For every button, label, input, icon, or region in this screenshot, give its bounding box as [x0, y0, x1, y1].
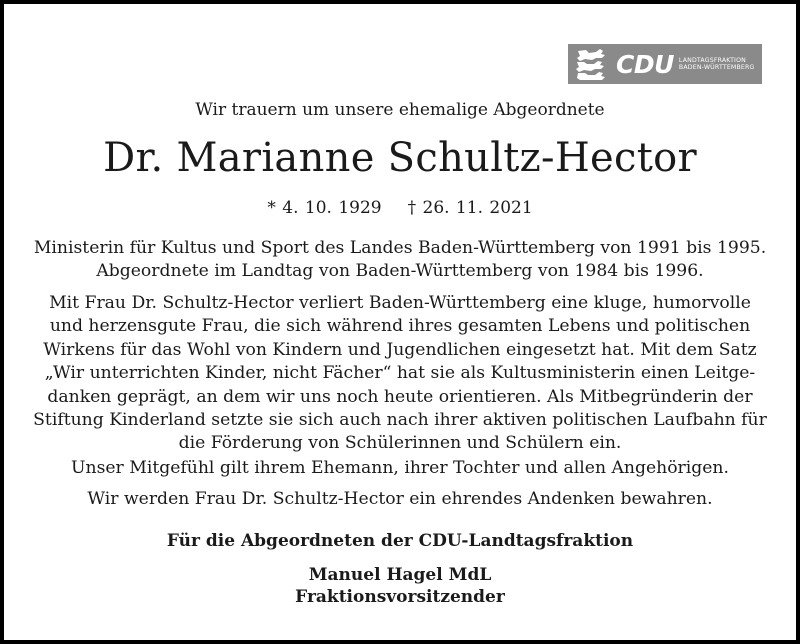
logo-background	[568, 44, 762, 84]
intro-line: Wir trauern um unsere ehemalige Abgeordnete	[195, 100, 605, 120]
logo-subtitle-line1: LANDTAGSFRAKTION	[678, 57, 746, 64]
deceased-name: Dr. Marianne Schultz-Hector	[103, 135, 697, 181]
tribute-paragraph	[18, 292, 782, 456]
lions-emblem-icon	[572, 47, 612, 81]
tribute-line: Mit Frau Dr. Schultz-Hector verliert Baden-Württemberg eine kluge, humorvolle	[49, 293, 751, 313]
logo-subtitle	[679, 57, 755, 71]
tribute-line: die Förderung von Schülerinnen und Schülern ein.	[178, 433, 622, 454]
signer-name: Manuel Hagel MdL	[308, 565, 492, 585]
death-date: † 26. 11. 2021	[407, 198, 533, 218]
on-behalf-line: Für die Abgeordneten der CDU-Landtagsfraktion	[166, 531, 634, 551]
tribute-line: Wirkens für das Wohl von Kindern und Jugendlichen eingesetzt hat. Mit dem Satz	[43, 339, 757, 360]
tribute-line: danken geprägt, an dem wir uns noch heute orientieren. Als Mitbegründerin der	[47, 386, 753, 407]
cdu-logo	[568, 44, 762, 84]
tribute-line: „Wir unterrichten Kinder, nicht Fächer“ hat sie als Kultusministerin einen Leitge-	[44, 363, 756, 384]
remembrance-line: Wir werden Frau Dr. Schultz-Hector ein ehrendes Andenken bewahren.	[87, 489, 713, 509]
signer-title: Fraktionsvorsitzender	[295, 587, 505, 607]
role-line: Ministerin für Kultus und Sport des Landes Baden-Württemberg von 1991 bis 1995.	[33, 238, 767, 258]
life-dates	[4, 197, 796, 219]
tribute-line: und herzensgute Frau, die sich während ihres gesamten Lebens und politischen	[49, 316, 751, 337]
tribute-line: Stiftung Kinderland setzte sie sich auch nach ihrer aktiven politischen Laufbahn für	[33, 410, 767, 431]
logo-subtitle-line2: BADEN-WÜRTTEMBERG	[678, 64, 755, 71]
condolence-line: Unser Mitgefühl gilt ihrem Ehemann, ihrer Tochter und allen Angehörigen.	[71, 458, 729, 478]
birth-date: * 4. 10. 1929	[267, 198, 382, 218]
roles-paragraph	[18, 237, 782, 284]
logo-cdu-text: CDU	[616, 49, 674, 79]
role-line: Abgeordnete im Landtag von Baden-Württemberg von 1984 bis 1996.	[96, 261, 704, 282]
